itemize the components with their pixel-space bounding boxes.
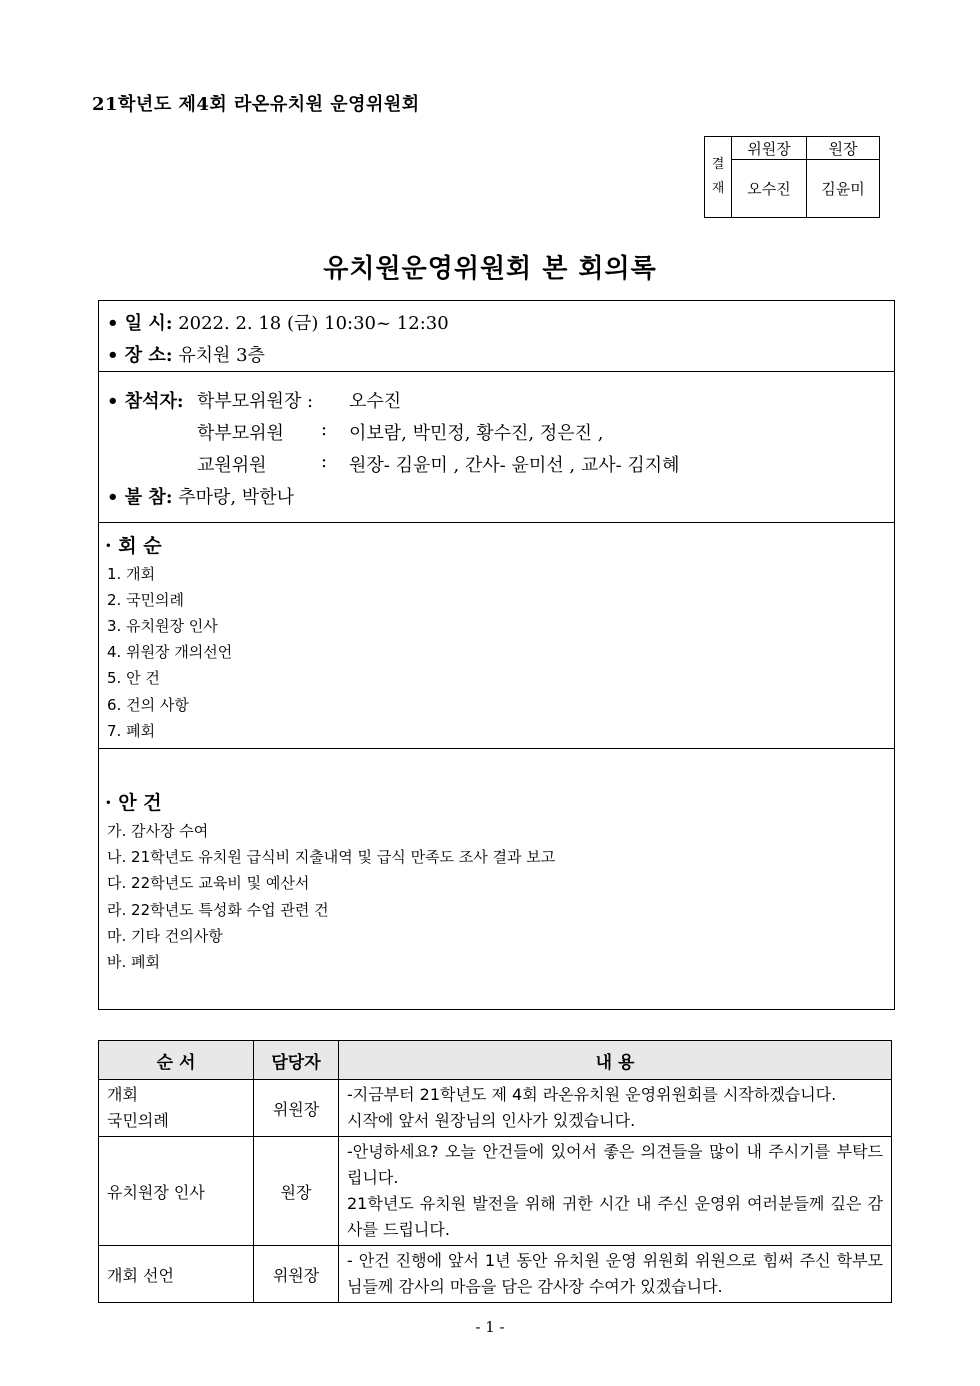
document-header-title: 21학년도 제4회 라온유치원 운영위원회: [92, 94, 420, 115]
absent-row: [107, 483, 294, 509]
divider: [99, 522, 894, 523]
place-label: • 장 소:: [107, 345, 173, 366]
content-text: -지금부터 21학년도 제 4회 라온유치원 운영위원회를 시작하겠습니다.: [347, 1085, 837, 1104]
column-header-person: 담당자: [254, 1041, 339, 1080]
order-heading: · 회 순: [105, 535, 162, 557]
content-text: - 안건 진행에 앞서 1년 동안 유치원 운영 위원회 위원으로 힘써 주신 학부모님들께 감사의 마음을 담은 감사장 수여가 있겠습니다.: [347, 1251, 883, 1296]
approval-role-chair: 위원장: [732, 137, 807, 160]
approval-side-char: 결: [711, 157, 725, 172]
table-cell-person: 원장: [254, 1137, 339, 1246]
column-header-content: 내 용: [339, 1041, 892, 1080]
approval-box: [704, 136, 880, 218]
order-item: 4. 위원장 개의선언: [107, 643, 233, 661]
divider: [99, 748, 894, 749]
page-number: - 1 -: [475, 1318, 505, 1336]
content-text: 시작에 앞서 원장님의 인사가 있겠습니다.: [347, 1111, 636, 1130]
attendee-names: 이보람, 박민정, 황수진, 정은진 ,: [349, 423, 604, 444]
table-row: [99, 1080, 892, 1137]
column-header-order: 순 서: [99, 1041, 254, 1080]
order-item: 1. 개회: [107, 565, 156, 583]
divider: [99, 371, 894, 372]
content-text: -안녕하세요? 오늘 안건들에 있어서 좋은 의견들을 많이 내 주시기를 부탁드립니다.: [347, 1142, 883, 1187]
table-row: [99, 1137, 892, 1246]
attendee-role: 학부모위원장 :: [197, 391, 314, 412]
content-text: 21학년도 유치원 발전을 위해 귀한 시간 내 주신 운영위 여러분들께 깊은 감사를 드립니다.: [347, 1194, 883, 1239]
order-text: 국민의례: [107, 1111, 169, 1130]
order-item: 3. 유치원장 인사: [107, 617, 218, 635]
attendees-label: • 참석자:: [107, 391, 184, 412]
approval-side-char: 재: [711, 181, 725, 196]
approval-role-director: 원장: [807, 137, 880, 160]
proceedings-table: [98, 1040, 892, 1303]
order-item: 7. 폐회: [107, 722, 156, 740]
date-label: • 일 시:: [107, 313, 173, 334]
approval-side-label: [705, 137, 732, 218]
place-value: 유치원 3층: [178, 345, 265, 366]
table-cell-content: [339, 1137, 892, 1246]
attendee-role: 학부모위원: [197, 423, 284, 444]
table-cell-person: 위원장: [254, 1080, 339, 1137]
approval-name-director: 김윤미: [807, 160, 880, 218]
order-item: 6. 건의 사항: [107, 696, 189, 714]
agenda-item: 나. 21학년도 유치원 급식비 지출내역 및 급식 만족도 조사 결과 보고: [107, 848, 556, 866]
agenda-heading: · 안 건: [105, 792, 162, 814]
agenda-item: 라. 22학년도 특성화 수업 관련 건: [107, 901, 329, 919]
order-item: 5. 안 건: [107, 669, 160, 687]
table-cell-person: 위원장: [254, 1246, 339, 1303]
table-header-row: [99, 1041, 892, 1080]
attendee-names: 원장- 김윤미 , 간사- 윤미선 , 교사- 김지혜: [349, 455, 680, 476]
approval-name-chair: 오수진: [732, 160, 807, 218]
date-row: [107, 309, 449, 335]
attendee-role: 교원위원: [197, 455, 267, 476]
place-row: [107, 341, 265, 367]
table-cell-order: [99, 1080, 254, 1137]
table-row: [99, 1246, 892, 1303]
attendee-colon: :: [321, 419, 328, 440]
order-item: 2. 국민의례: [107, 591, 185, 609]
attendee-colon: :: [321, 451, 328, 472]
page-title: 유치원운영위원회 본 회의록: [323, 254, 657, 284]
table-cell-content: [339, 1080, 892, 1137]
minutes-info-box: [98, 300, 895, 1010]
date-value: 2022. 2. 18 (금) 10:30~ 12:30: [178, 313, 449, 334]
absent-value: 추마랑, 박한나: [178, 487, 294, 508]
agenda-item: 다. 22학년도 교육비 및 예산서: [107, 874, 310, 892]
absent-label: • 불 참:: [107, 487, 173, 508]
table-cell-content: [339, 1246, 892, 1303]
agenda-item: 바. 폐회: [107, 953, 161, 971]
attendee-names: 오수진: [349, 391, 402, 412]
order-text: 개회: [107, 1085, 138, 1104]
agenda-item: 가. 감사장 수여: [107, 822, 209, 840]
agenda-item: 마. 기타 건의사항: [107, 927, 223, 945]
table-cell-order: 유치원장 인사: [99, 1137, 254, 1246]
table-cell-order: 개회 선언: [99, 1246, 254, 1303]
